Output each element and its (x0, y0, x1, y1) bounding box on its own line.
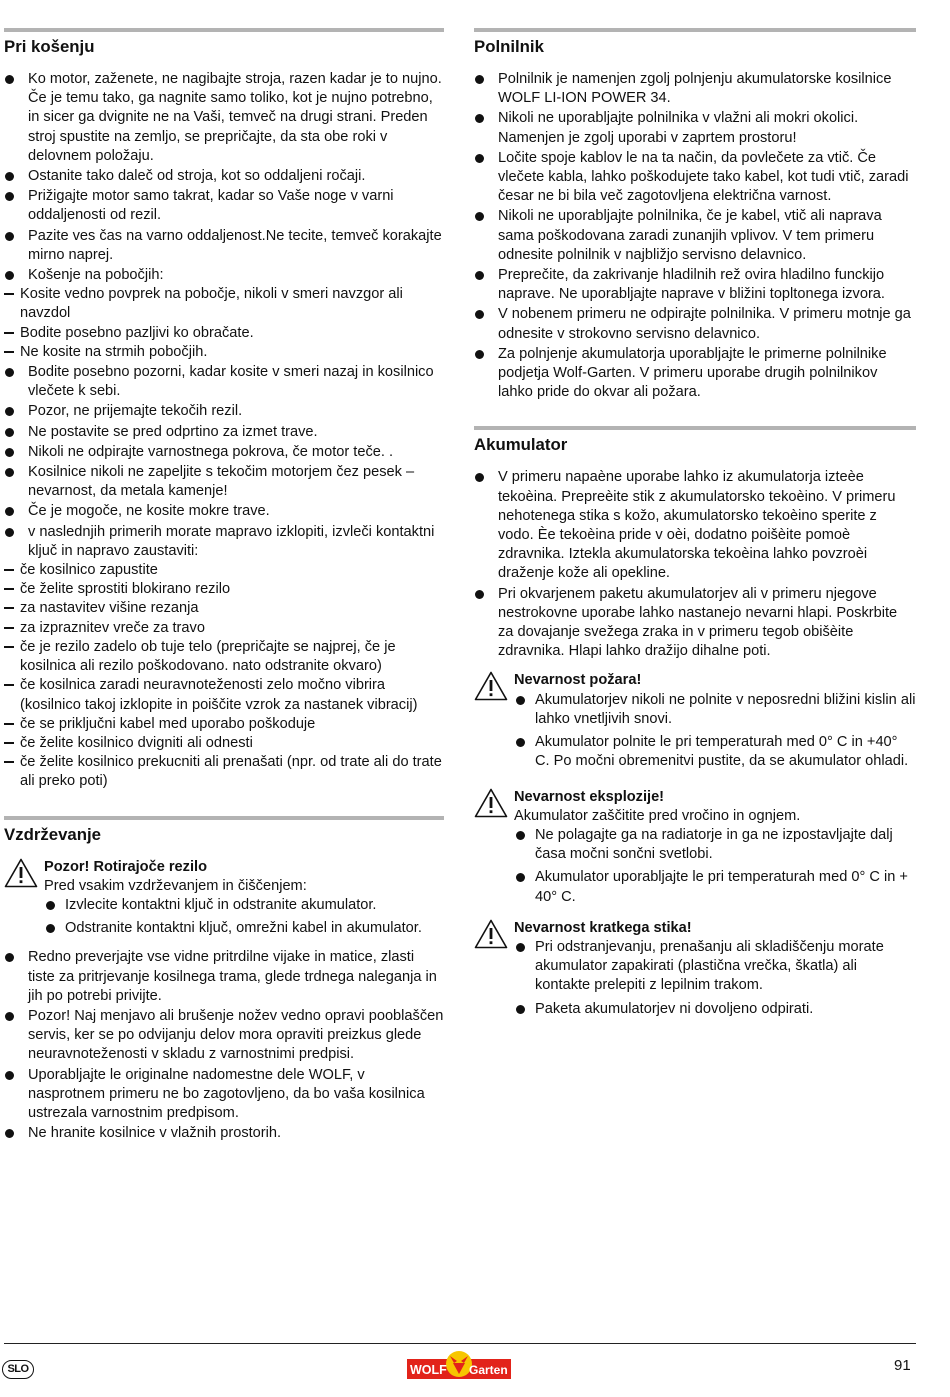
warning-box (4, 858, 444, 939)
section-title: Pri košenju (4, 37, 95, 56)
bullet-list (4, 70, 444, 792)
dash-item: Ne kosite na strmih pobočjih. (4, 343, 444, 362)
warning-title: Nevarnost eksplozije! (514, 788, 665, 805)
dash-list (4, 285, 444, 362)
list-item: Akumulatorjev nikoli ne polnite v neposredni bližini kislin ali lahko vnetljivih snovi. (514, 691, 916, 729)
warning-box-explosion (474, 788, 916, 907)
warning-intro: Akumulator zaščitite pred vročino in ognjem. (514, 807, 801, 824)
list-item: V nobenem primeru ne odpirajte polnilnika. V primeru motnje ga odnesite v strokovno servisno delavnico. (474, 305, 916, 343)
list-item: Ločite spoje kablov le na ta način, da povlečete za vtič. Če vlečete kabla, lahko poškodujete tako kabel, kot tudi vtič, zaradi česar ne bi bila več zagotovljena električna varnost. (474, 149, 916, 207)
section-polnilnik (474, 28, 916, 402)
bullet-list (474, 468, 916, 661)
list-item (4, 266, 444, 362)
list-item: Akumulator polnite le pri temperaturah med 0° C in +40° C. Po močni obremenitvi pustite, da se akumulator ohladi. (514, 733, 916, 771)
list-item: Preprečite, da zakrivanje hladilnih rež ovira hladilno funckijo naprave. Ne uporabljajte naprave v bližini topltonega izvora. (474, 266, 916, 304)
language-badge: SLO (2, 1360, 34, 1379)
list-item: Če je mogoče, ne kosite mokre trave. (4, 502, 444, 521)
dash-item: če je rezilo zadelo ob tuje telo (prepričajte se najprej, če je kosilnica ali rezilo poškodovano. nato odstranite okvaro) (4, 638, 444, 676)
list-item: Ne postavite se pred odprtino za izmet trave. (4, 423, 444, 442)
warning-title: Nevarnost kratkega stika! (514, 919, 692, 936)
list-item: Izvlecite kontaktni ključ in odstranite akumulator. (44, 896, 444, 915)
list-item-text: Košenje na pobočjih: (28, 267, 164, 284)
list-item: Pazite ves čas na varno oddaljenost.Ne tecite, temveč korakajte mirno naprej. (4, 227, 444, 265)
warning-list (514, 826, 916, 907)
dash-item: če želite kosilnico dvigniti ali odnesti (4, 734, 444, 753)
warning-triangle-icon (474, 788, 508, 818)
list-item: Prižigajte motor samo takrat, kadar so Vaše noge v varni oddaljenosti od rezil. (4, 187, 444, 225)
warning-box-fire (474, 671, 916, 771)
bullet-list (474, 70, 916, 402)
list-item-text: v naslednjih primerih morate mapravo izklopiti, izvleči kontaktni ključ in napravo zaustaviti: (28, 523, 435, 559)
warning-triangle-icon (474, 671, 508, 701)
right-column (474, 28, 916, 1041)
list-item: Redno preverjajte vse vidne pritrdilne vijake in matice, zlasti tiste za pritrjevanje kosilnega trama, glede trdnega naleganja in jih po potrebi privijte. (4, 948, 444, 1006)
warning-triangle-icon (474, 919, 508, 949)
list-item: Paketa akumulatorjev ni dovoljeno odpirati. (514, 1000, 916, 1019)
warning-list (44, 896, 444, 938)
list-item: Pozor! Naj menjavo ali brušenje nožev vedno opravi pooblaščen servis, ker se po odvijanju delov mora opraviti preizkus glede neuravnoteženosti v skladu z varnostnimi predpisi. (4, 1007, 444, 1065)
warning-box-short-circuit (474, 919, 916, 1019)
list-item: Polnilnik je namenjen zgolj polnjenju akumulatorske kosilnice WOLF LI-ION POWER 34. (474, 70, 916, 108)
list-item: Kosilnice nikoli ne zapeljite s tekočim motorjem čez pesek – nevarnost, da metala kamenje! (4, 463, 444, 501)
section-title: Vzdrževanje (4, 824, 102, 844)
list-item: V primeru napaène uporabe lahko iz akumulatorja izteèe tekoèina. Prepreèite stik z akumulatorsko tekoèino. V primeru nehotenega stika s kožo, akumulatorsko tekoèino sperite z vodo. Èe tekoèina pride v oèi, dodatno poišèite pomoè zdravnika. Iztekla akumulatorska tekoèina lahko povzroèi draženje kože ali opekline. (474, 468, 916, 583)
dash-item: če želite kosilnico prekucniti ali prenašati (npr. od trate ali do trate ali preko poti) (4, 753, 444, 791)
list-item: Bodite posebno pozorni, kadar kosite v smeri nazaj in kosilnico vlečete k sebi. (4, 363, 444, 401)
dash-item: če kosilnico zapustite (4, 561, 444, 580)
list-item (4, 523, 444, 792)
dash-item: Bodite posebno pazljivi ko obračate. (4, 324, 444, 343)
warning-title: Pozor! Rotirajoče rezilo (44, 858, 207, 875)
section-vzdrzevanje (4, 816, 444, 1144)
logo-text-wolf: WOLF (410, 1363, 447, 1377)
dash-list (4, 561, 444, 791)
list-item: Akumulator uporabljajte le pri temperaturah med 0° C in + 40° C. (514, 868, 916, 906)
list-item: Nikoli ne odpirajte varnostnega pokrova, če motor teče. . (4, 443, 444, 462)
list-item: Pri okvarjenem paketu akumulatorjev ali v primeru njegove nestrokovne uporabe lahko nastanejo nevarni hlapi. Poskrbite za dovajanje svežega zraka in v primeru tegob obišèite zdravnika. Hlapi lahko dražijo dihalne poti. (474, 585, 916, 662)
list-item: Ostanite tako daleč od stroja, kot so oddaljeni ročaji. (4, 167, 444, 186)
section-title: Akumulator (474, 435, 568, 455)
list-item: Nikoli ne uporabljajte polnilnika v vlažni ali mokri okolici. Namenjen je zgolj uporabi v zaprtem prostoru! (474, 109, 916, 147)
dash-item: za nastavitev višine rezanja (4, 599, 444, 618)
list-item: Nikoli ne uporabljajte polnilnika, če je kabel, vtič ali naprava sama poškodovana zaradi zunanjih vplivov. V tem primeru odnesite polnilnik v najbližjo servisno delavnico. (474, 207, 916, 265)
dash-item: če kosilnica zaradi neuravnoteženosti zelo močno vibrira (kosilnico takoj izklopite in poiščite vzrok za nastanek vibracij) (4, 676, 444, 714)
wolf-garten-logo (407, 1350, 511, 1382)
section-akumulator (474, 426, 916, 1018)
section-pri-kosenju (4, 28, 444, 792)
left-column (4, 28, 444, 1165)
dash-item: za izpraznitev vreče za travo (4, 619, 444, 638)
list-item: Za polnjenje akumulatorja uporabljajte le primerne polnilnike podjetja Wolf-Garten. V primeru uporabe drugih polnilnikov lahko pride do okvar ali požara. (474, 345, 916, 403)
warning-triangle-icon (4, 858, 38, 888)
dash-item: če želite sprostiti blokirano rezilo (4, 580, 444, 599)
dash-item: če se priključni kabel med uporabo poškoduje (4, 715, 444, 734)
list-item: Ko motor, zaženete, ne nagibajte stroja, razen kadar je to nujno. Če je temu tako, ga nagnite samo toliko, kot je nujno potrebno, in sicer ga dvignite ne na Vaši, temveč na drugi strani. Preden stroj spustite na zemljo, se prepričajte, da sta obe roki v delovnem položaju. (4, 70, 444, 166)
page-number: 91 (894, 1357, 911, 1374)
dash-item: Kosite vedno povprek na pobočje, nikoli v smeri navzgor ali navzdol (4, 285, 444, 323)
logo-text-garten: Garten (469, 1363, 508, 1377)
bullet-list (4, 948, 444, 1143)
warning-title: Nevarnost požara! (514, 672, 642, 689)
warning-intro: Pred vsakim vzdrževanjem in čiščenjem: (44, 877, 307, 894)
list-item: Uporabljajte le originalne nadomestne dele WOLF, v nasprotnem primeru ne bo zagotovljeno, da bo vaša kosilnica ustrezala varnostnim predpisom. (4, 1066, 444, 1124)
list-item: Pri odstranjevanju, prenašanju ali skladiščenju morate akumulator zapakirati (plastična vrečka, škatla) ali kontakte prelepiti z lepilnim trakom. (514, 938, 916, 996)
list-item: Pozor, ne prijemajte tekočih rezil. (4, 402, 444, 421)
footer-divider (4, 1343, 916, 1344)
list-item: Odstranite kontaktni ključ, omrežni kabel in akumulator. (44, 919, 444, 938)
warning-list (514, 938, 916, 1019)
section-title: Polnilnik (474, 37, 544, 56)
list-item: Ne hranite kosilnice v vlažnih prostorih. (4, 1124, 444, 1143)
list-item: Ne polagajte ga na radiatorje in ga ne izpostavljajte dalj časa močni sončni svetlobi. (514, 826, 916, 864)
warning-list (514, 691, 916, 772)
